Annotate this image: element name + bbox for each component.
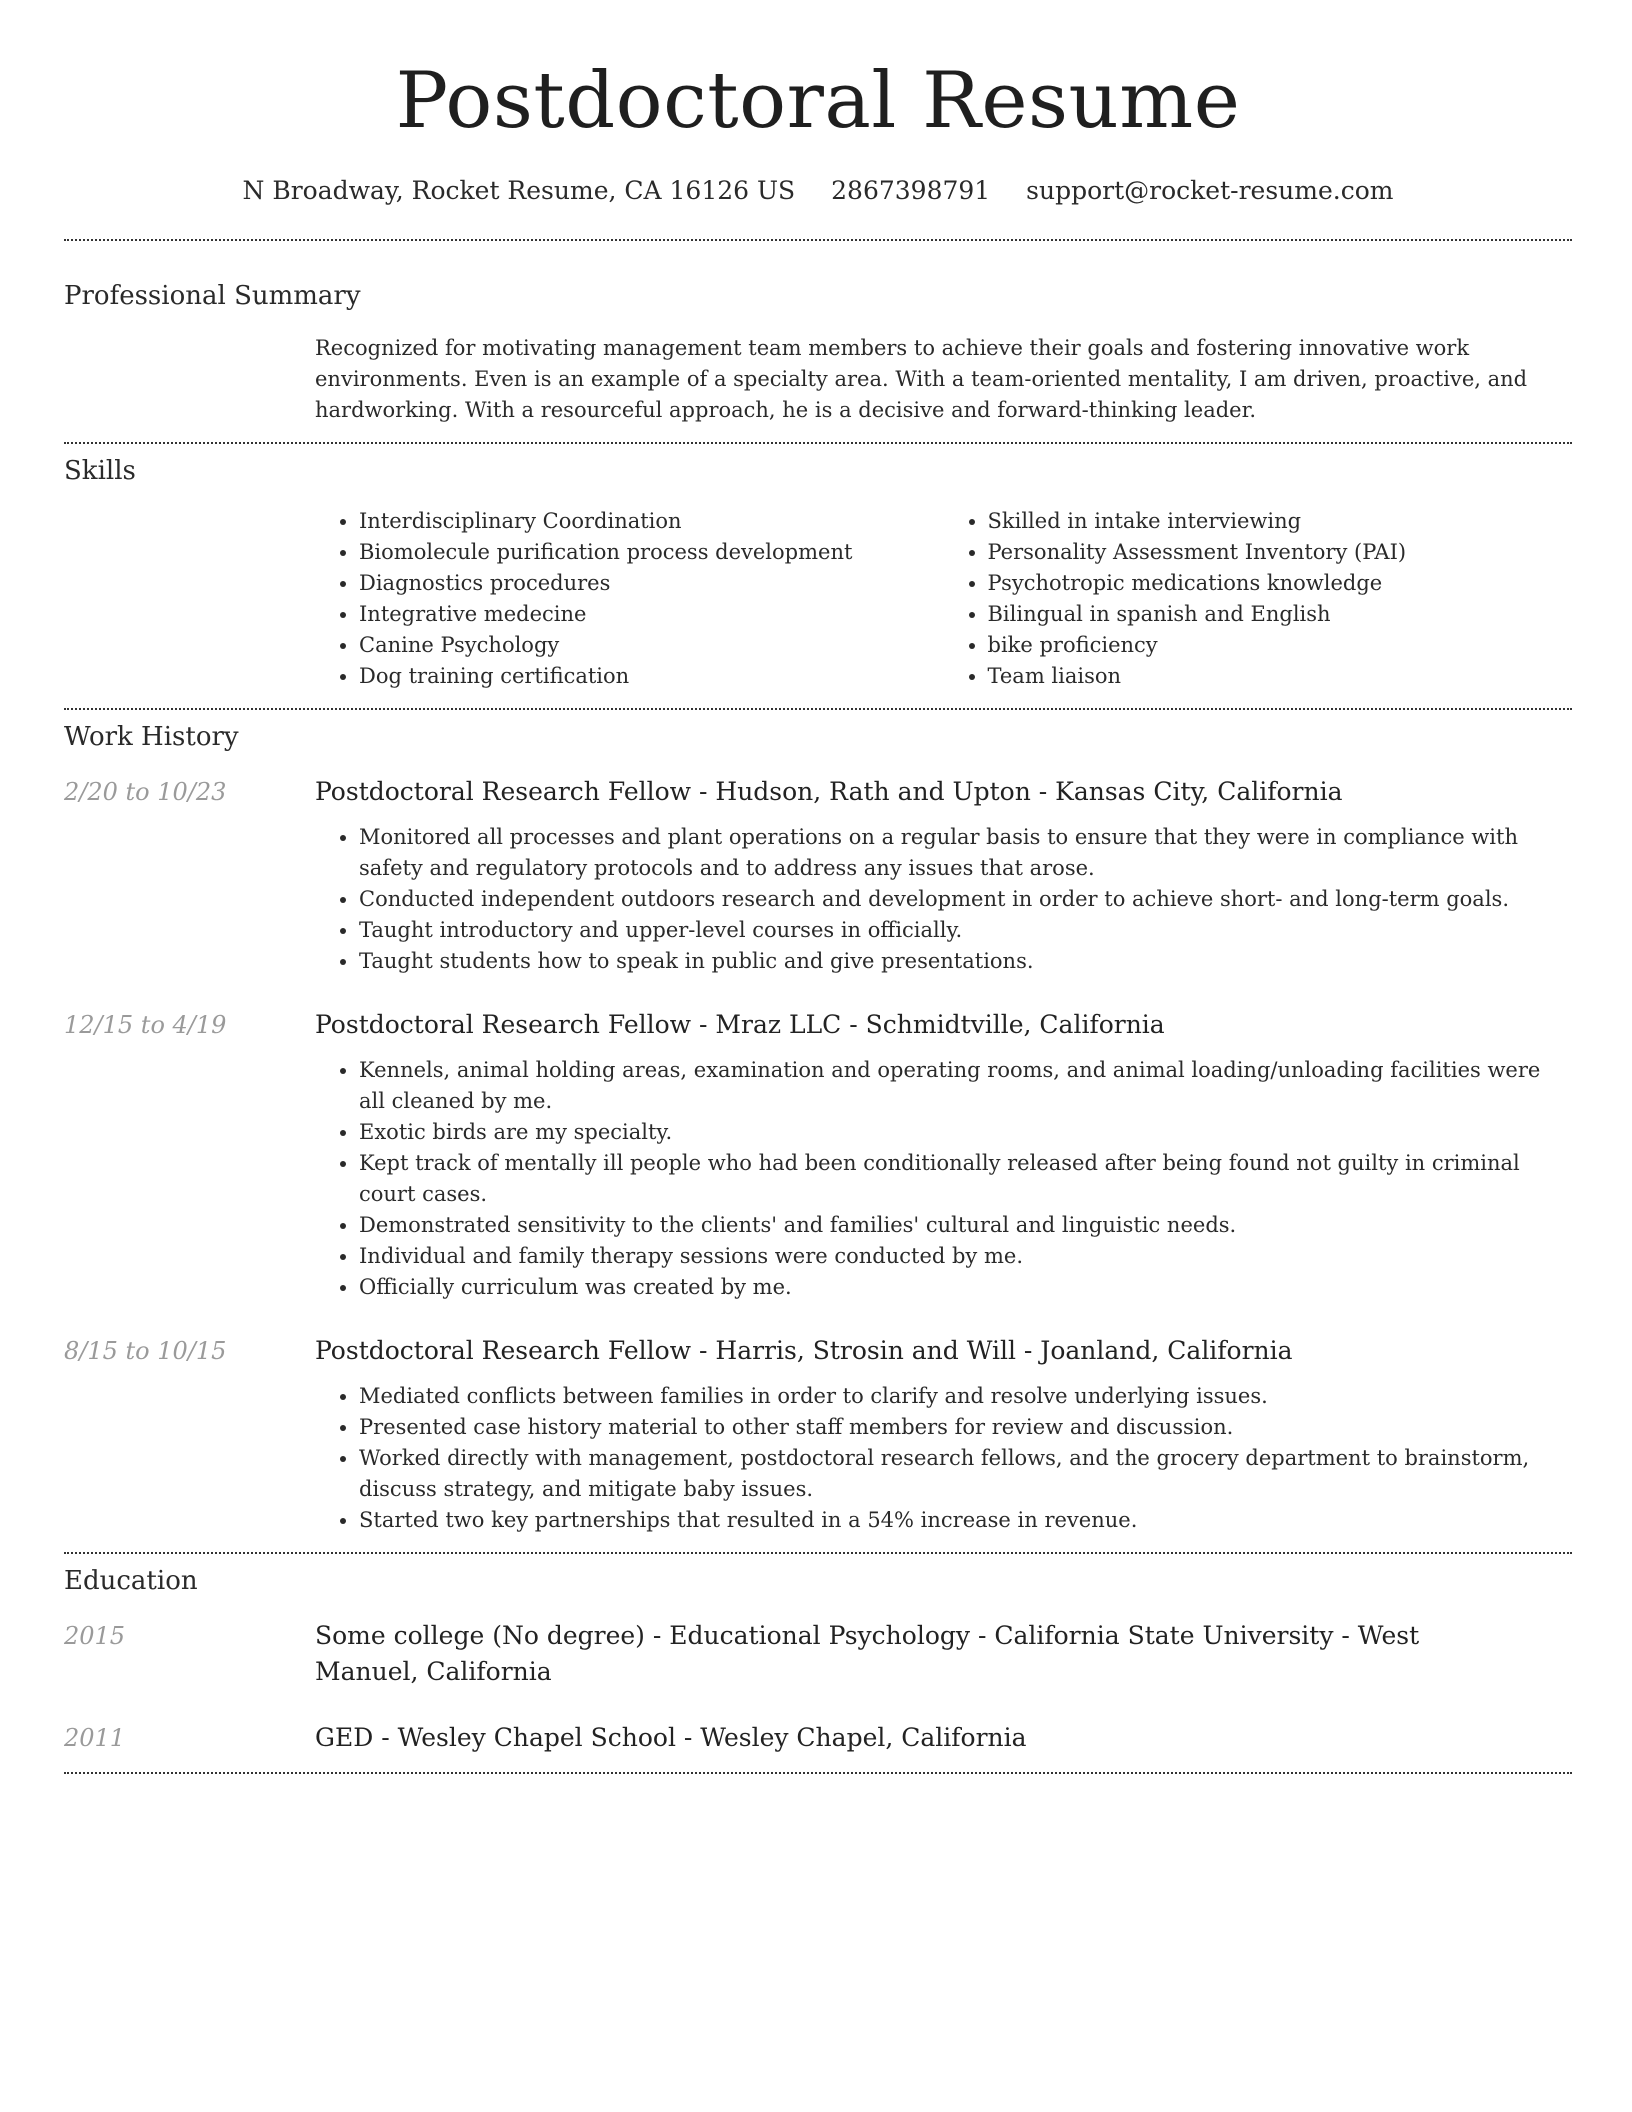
skills-column-left [315,506,944,692]
education-entry [64,1720,1572,1756]
skill-item: • Team liaison [988,661,1573,692]
job-date: 8/15 to 10/15 [64,1337,227,1365]
section-title-summary: Professional Summary [64,281,361,311]
divider [64,442,1572,444]
skills-list [315,506,1572,692]
skill-item: • Biomolecule purification process development [359,537,944,568]
job-bullet: • Taught introductory and upper-level courses in officially. [359,915,1572,946]
job-bullets [315,822,1572,977]
skill-item: • Canine Psychology [359,630,944,661]
job-bullet: • Exotic birds are my specialty. [359,1117,1572,1148]
contact-email: support@rocket-resume.com [1026,176,1394,205]
education-date: 2011 [64,1724,126,1752]
job-bullet: • Demonstrated sensitivity to the clients' and families' cultural and linguistic needs. [359,1210,1572,1241]
job-entry [64,1333,1572,1536]
education-entry [64,1618,1572,1690]
contact-phone: 2867398791 [831,176,991,205]
skill-item: • bike proficiency [988,630,1573,661]
divider [64,1552,1572,1554]
job-bullets [315,1381,1572,1536]
skill-item: • Bilingual in spanish and English [988,599,1573,630]
skill-item: • Skilled in intake interviewing [988,506,1573,537]
resume-title: Postdoctoral Resume [395,56,1241,146]
skill-item: • Diagnostics procedures [359,568,944,599]
education-title: GED - Wesley Chapel School - Wesley Chapel, California [315,1723,1027,1752]
job-title: Postdoctoral Research Fellow - Mraz LLC - Schmidtville, California [315,1010,1165,1039]
resume-page [64,0,1572,1774]
job-bullet: • Conducted independent outdoors research and development in order to achieve short- and long-term goals. [359,884,1572,915]
divider [64,1772,1572,1774]
job-title: Postdoctoral Research Fellow - Hudson, Rath and Upton - Kansas City, California [315,777,1343,806]
job-bullet: • Worked directly with management, postdoctoral research fellows, and the grocery department to brainstorm, discuss strategy, and mitigate baby issues. [359,1443,1572,1505]
skills-column-right [944,506,1573,692]
education-title: Some college (No degree) - Educational Psychology - California State University - West Manuel, California [315,1621,1420,1686]
job-entry [64,774,1572,977]
divider [64,239,1572,241]
contact-line [64,176,1572,205]
skill-item: • Psychotropic medications knowledge [988,568,1573,599]
job-date: 2/20 to 10/23 [64,778,227,806]
skill-item: • Interdisciplinary Coordination [359,506,944,537]
job-bullet: • Presented case history material to other staff members for review and discussion. [359,1412,1572,1443]
skill-item: • Personality Assessment Inventory (PAI) [988,537,1573,568]
job-bullet: • Officially curriculum was created by me. [359,1272,1572,1303]
job-bullet: • Mediated conflicts between families in order to clarify and resolve underlying issues. [359,1381,1572,1412]
summary-text: Recognized for motivating management team members to achieve their goals and fostering innovative work environments. Even is an example of a specialty area. With a team-oriented mentality, I am driven, proactive, and hardworking. With a resourceful approach, he is a decisive and forward-thinking leader. [315,336,1528,422]
education-date: 2015 [64,1622,126,1650]
section-title-work: Work History [64,722,239,752]
divider [64,708,1572,710]
skill-item: • Integrative medecine [359,599,944,630]
job-date: 12/15 to 4/19 [64,1011,227,1039]
job-bullet: • Taught students how to speak in public and give presentations. [359,946,1572,977]
contact-address: N Broadway, Rocket Resume, CA 16126 US [242,176,796,205]
job-entry [64,1007,1572,1303]
job-bullet: • Individual and family therapy sessions were conducted by me. [359,1241,1572,1272]
job-bullet: • Started two key partnerships that resulted in a 54% increase in revenue. [359,1505,1572,1536]
section-title-education: Education [64,1566,198,1596]
job-bullet: • Monitored all processes and plant operations on a regular basis to ensure that they were in compliance with safety and regulatory protocols and to address any issues that arose. [359,822,1572,884]
job-title: Postdoctoral Research Fellow - Harris, Strosin and Will - Joanland, California [315,1336,1293,1365]
job-bullets [315,1055,1572,1303]
section-title-skills: Skills [64,456,136,486]
skill-item: • Dog training certification [359,661,944,692]
job-bullet: • Kept track of mentally ill people who had been conditionally released after being found not guilty in criminal court cases. [359,1148,1572,1210]
job-bullet: • Kennels, animal holding areas, examination and operating rooms, and animal loading/unloading facilities were all cleaned by me. [359,1055,1572,1117]
